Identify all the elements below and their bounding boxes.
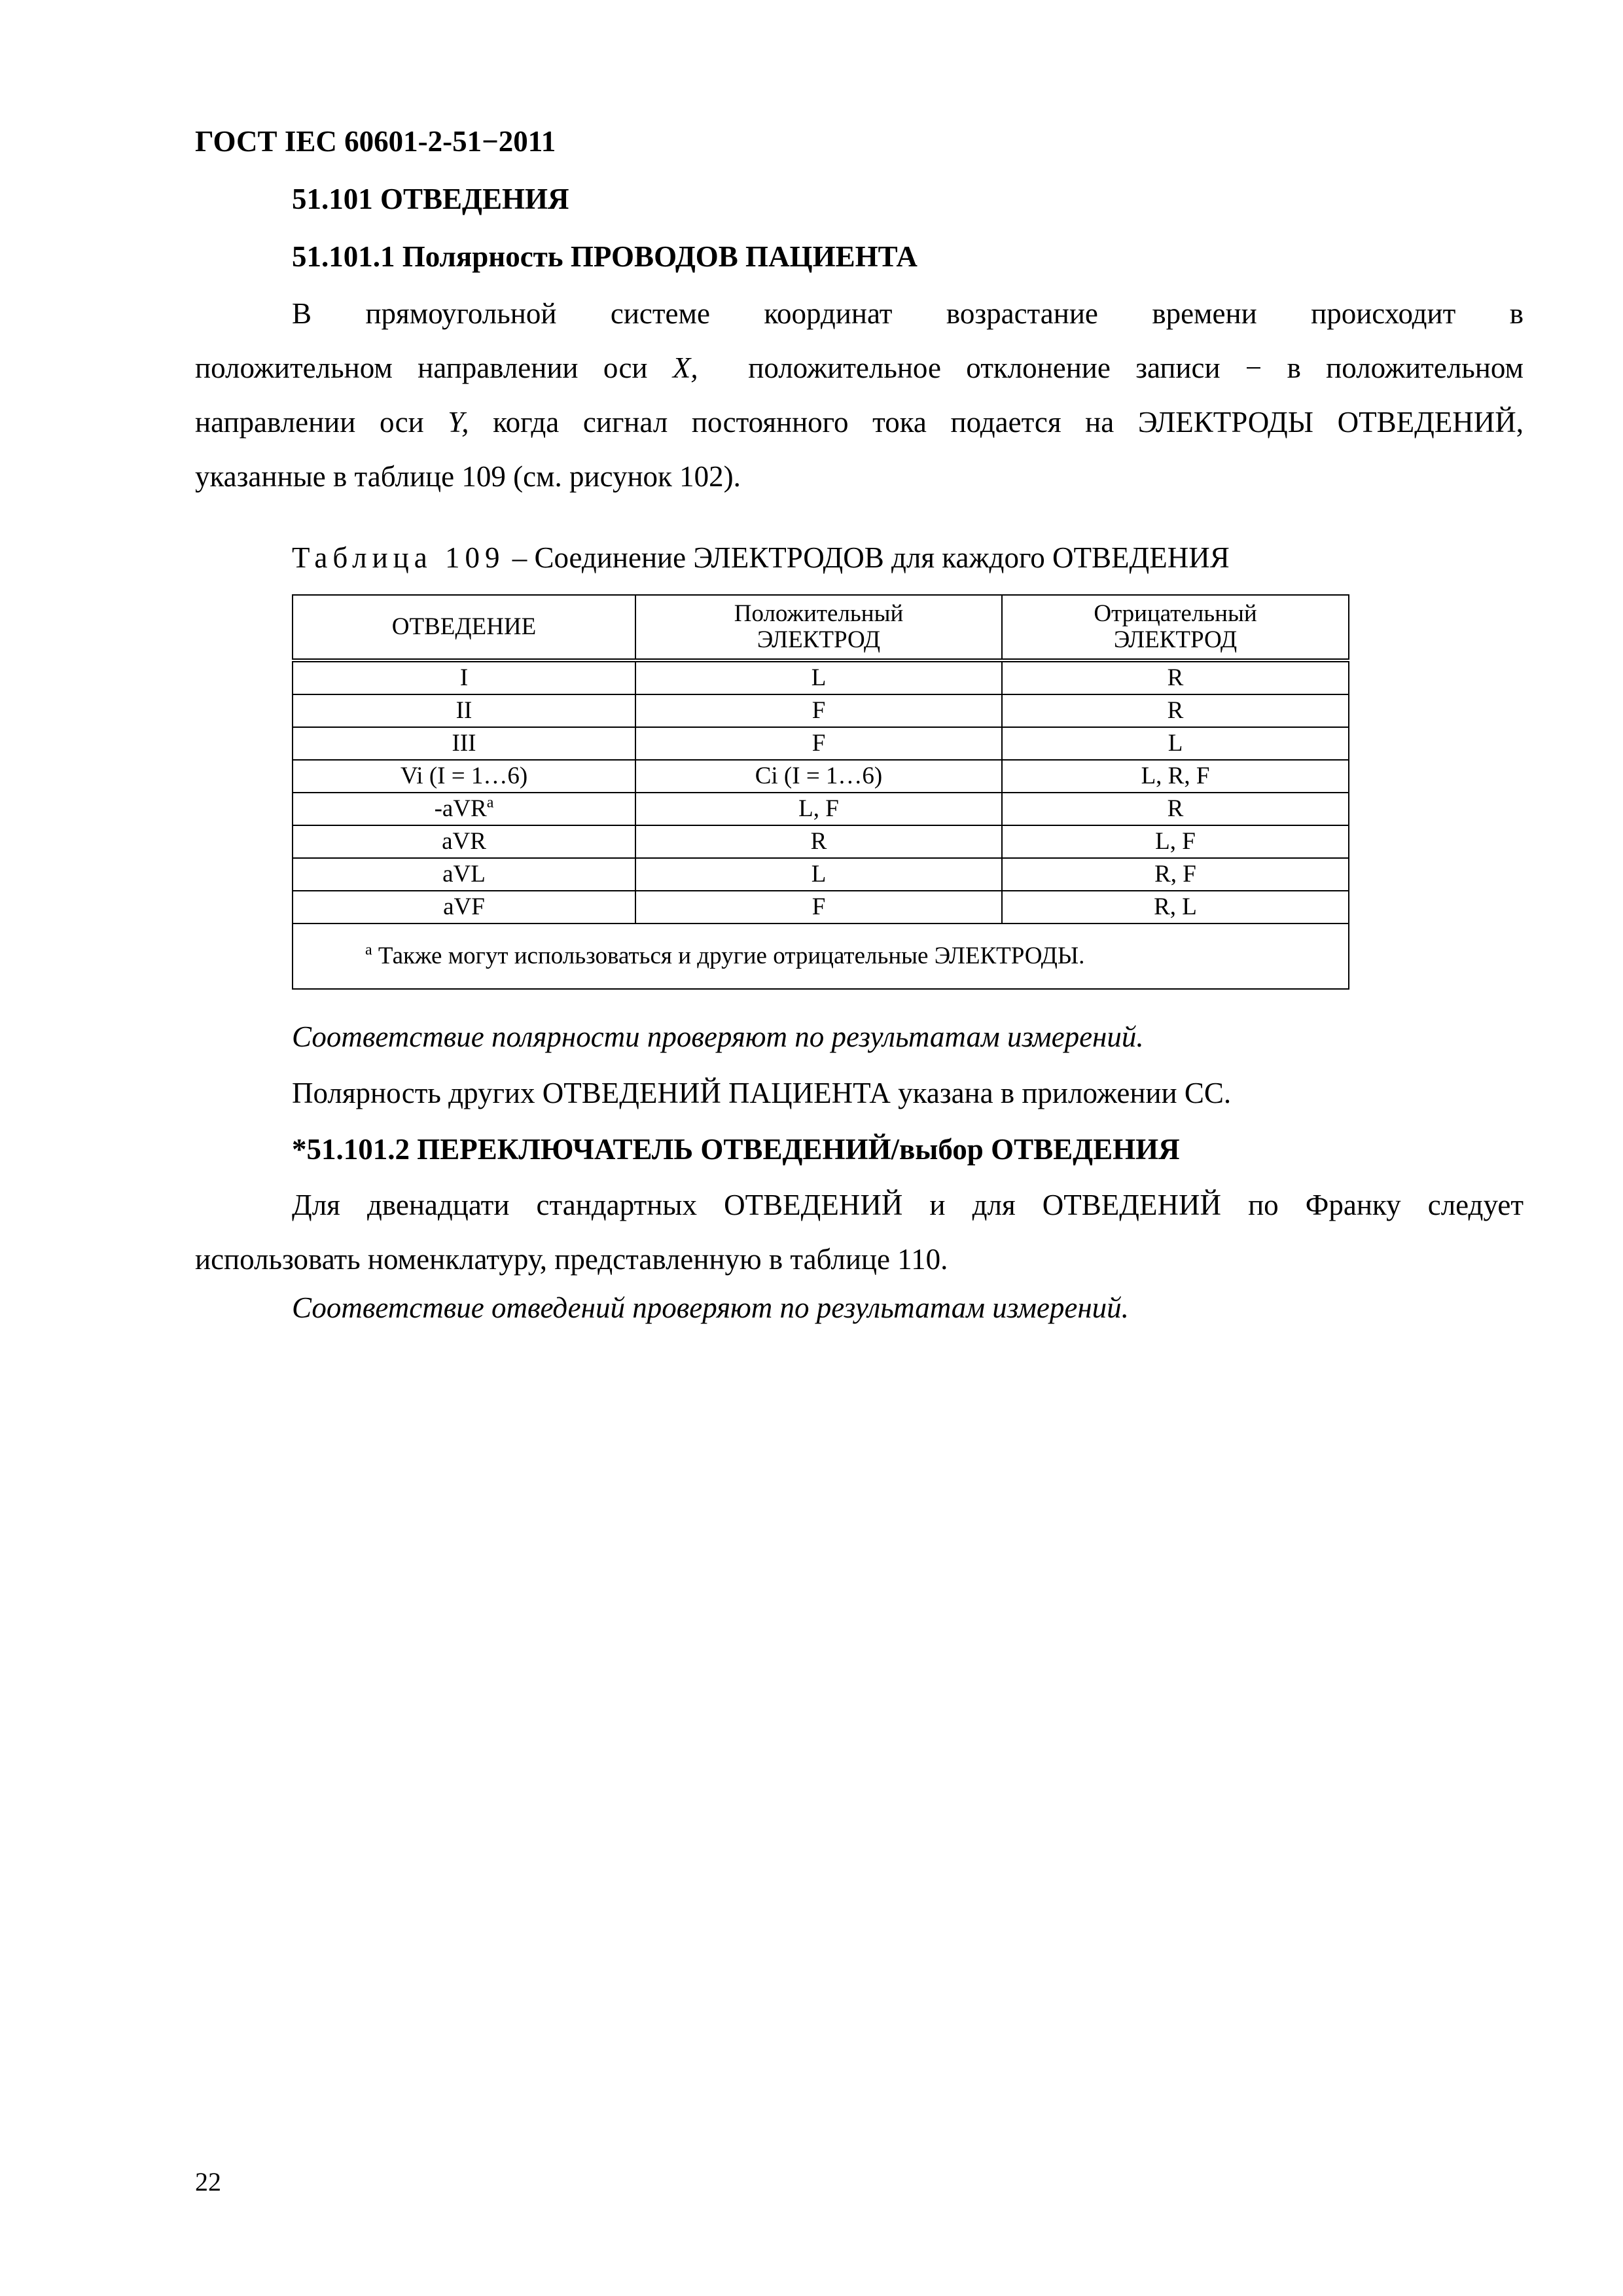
subsection2-title: *51.101.2 ПЕРЕКЛЮЧАТЕЛЬ ОТВЕДЕНИЙ/выбор ОТВЕДЕНИЯ: [292, 1133, 1180, 1166]
cell-negative: L: [1002, 727, 1349, 760]
paragraph-line: [195, 341, 1524, 395]
cell-lead: Vi (I = 1…6): [293, 760, 635, 793]
paragraph-line: В прямоугольной системе координат возрастание времени происходит в: [292, 297, 1524, 330]
cell-lead: [293, 793, 635, 825]
table-row: [293, 660, 1349, 694]
cell-negative: R, L: [1002, 891, 1349, 924]
table-row: [293, 694, 1349, 727]
table-footnote-row: [293, 924, 1349, 989]
compliance-polarity: Соответствие полярности проверяют по результатам измерений.: [292, 1020, 1144, 1053]
axis-var-y: Y,: [448, 406, 469, 439]
cell-positive: F: [635, 694, 1002, 727]
table-caption-label: Таблица 109: [292, 541, 505, 574]
section-title: 51.101 ОТВЕДЕНИЯ: [292, 183, 569, 215]
header-positive: [635, 595, 1002, 660]
header-lead: ОТВЕДЕНИЕ: [293, 595, 635, 660]
cell-lead: I: [293, 660, 635, 694]
table-row: [293, 727, 1349, 760]
paragraph-nomenclature: [195, 1178, 1524, 1287]
table-row: [293, 760, 1349, 793]
polarity-note: Полярность других ОТВЕДЕНИЙ ПАЦИЕНТА указана в приложении СС.: [292, 1077, 1232, 1109]
cell-positive: R: [635, 825, 1002, 858]
paragraph-line: использовать номенклатуру, представленную в таблице 110.: [195, 1243, 948, 1276]
text-run: когда сигнал постоянного тока подается на ЭЛЕКТРОДЫ ОТВЕДЕНИЙ,: [493, 406, 1524, 439]
cell-lead: aVR: [293, 825, 635, 858]
footnote-ref: a: [486, 794, 494, 812]
cell-negative: R, F: [1002, 858, 1349, 891]
cell-lead-text: -aVR: [434, 795, 487, 822]
table-row: [293, 858, 1349, 891]
table-row: [293, 793, 1349, 825]
table-footnote: [293, 924, 1349, 989]
header-negative: [1002, 595, 1349, 660]
header-line: Положительный: [734, 600, 904, 627]
cell-negative: R: [1002, 694, 1349, 727]
header-line: Отрицательный: [1094, 600, 1257, 627]
table-row: [293, 891, 1349, 924]
compliance-leads: Соответствие отведений проверяют по результатам измерений.: [292, 1291, 1129, 1324]
cell-positive: L: [635, 660, 1002, 694]
text-run: положительное отклонение записи − в положительном: [748, 351, 1524, 384]
cell-lead: III: [293, 727, 635, 760]
footnote-text: Также могут использоваться и другие отрицательные ЭЛЕКТРОДЫ.: [378, 942, 1085, 969]
cell-negative: L, R, F: [1002, 760, 1349, 793]
cell-positive: L, F: [635, 793, 1002, 825]
paragraph-line: [195, 395, 1524, 450]
table-caption-text: – Соединение ЭЛЕКТРОДОВ для каждого ОТВЕДЕНИЯ: [512, 541, 1230, 574]
text-run: положительном направлении оси: [195, 351, 648, 384]
page-number: 22: [195, 2167, 221, 2197]
cell-positive: F: [635, 891, 1002, 924]
cell-positive: F: [635, 727, 1002, 760]
table-caption: [292, 541, 1230, 575]
paragraph-line: указанные в таблице 109 (см. рисунок 102).: [195, 460, 741, 493]
table-row: [293, 825, 1349, 858]
cell-negative: L, F: [1002, 825, 1349, 858]
cell-negative: R: [1002, 793, 1349, 825]
paragraph-polarity: [195, 287, 1524, 504]
paragraph-line: Для двенадцати стандартных ОТВЕДЕНИЙ и для ОТВЕДЕНИЙ по Франку следует: [292, 1189, 1524, 1221]
cell-lead: II: [293, 694, 635, 727]
axis-var-x: X,: [672, 351, 698, 384]
document-header: ГОСТ IEC 60601-2-51−2011: [195, 125, 556, 158]
table-header-row: [293, 595, 1349, 660]
cell-lead: aVL: [293, 858, 635, 891]
footnote-mark: a: [365, 941, 372, 959]
cell-positive: L: [635, 858, 1002, 891]
subsection-title: 51.101.1 Полярность ПРОВОДОВ ПАЦИЕНТА: [292, 240, 918, 273]
electrode-table: [292, 594, 1349, 990]
header-line: ЭЛЕКТРОД: [1113, 626, 1238, 653]
header-line: ЭЛЕКТРОД: [757, 626, 881, 653]
text-run: направлении оси: [195, 406, 424, 439]
cell-negative: R: [1002, 660, 1349, 694]
cell-lead: aVF: [293, 891, 635, 924]
cell-positive: Ci (I = 1…6): [635, 760, 1002, 793]
